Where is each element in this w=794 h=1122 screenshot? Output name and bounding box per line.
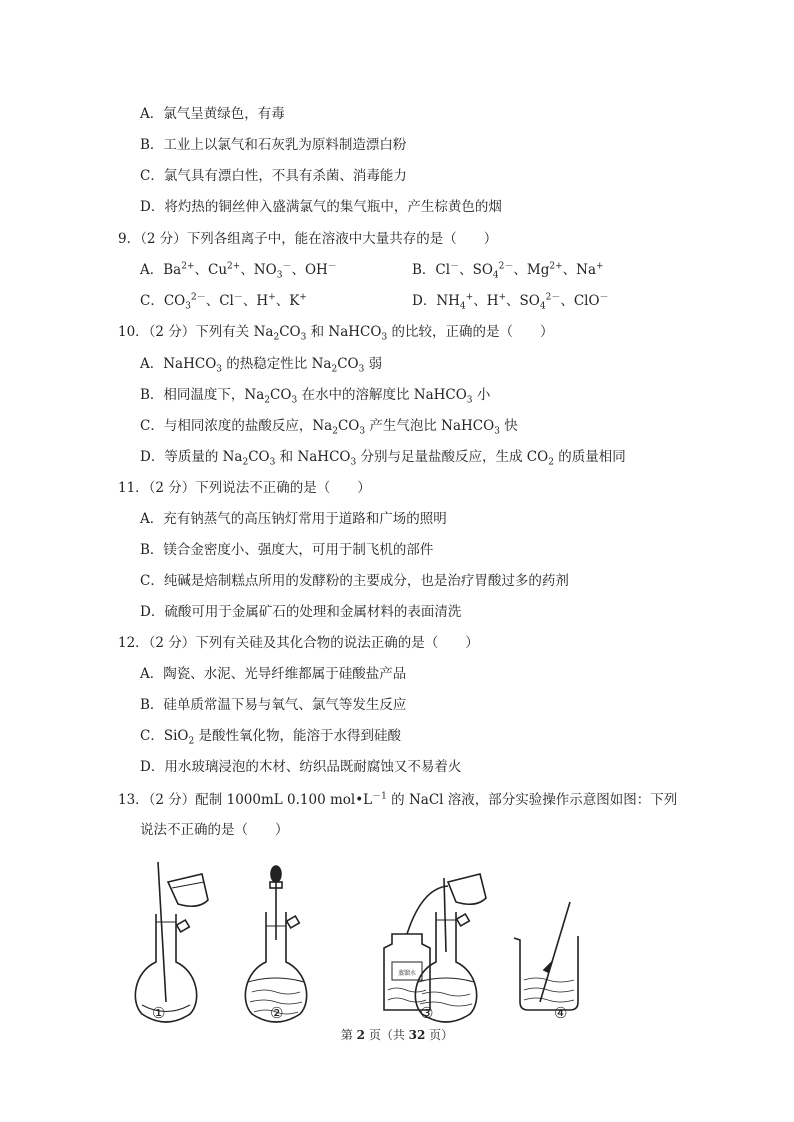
wash-bottle-label: 蒸馏水 bbox=[397, 970, 417, 977]
q9-option-a: A．$Ba^{2+}$、$Cu^{2+}$、$NO_3^-$、OH－ bbox=[140, 261, 337, 281]
q10-option-d: D．等质量的 $Na_2CO_3$ 和 NaHCO$_3$ 分别与足量盐酸反应，生成 $CO_2$ 的质量相同 bbox=[140, 449, 626, 468]
q13-stem: 13．（2 分）配制 1000mL 0.100 $mol•L^{-1}$ 的 NaCl 溶液，部分实验操作示意图如图：下列 bbox=[118, 791, 678, 808]
q13-lab-figure bbox=[130, 852, 600, 1032]
q11-option-d: D．硫酸可用于金属矿石的处理和金属材料的表面清洗 bbox=[140, 604, 462, 620]
q13-stem-line2: 说法不正确的是（ ） bbox=[140, 822, 289, 838]
q9-option-b: B．Cl－、$SO_4^{2-}$、$Mg^{2+}$、Na+ bbox=[412, 261, 604, 281]
q8-option-a: A．氯气呈黄绿色，有毒 bbox=[140, 106, 285, 122]
q10-option-b: B．相同温度下，$Na_2CO_3$ 在水中的溶解度比 NaHCO$_3$ 小 bbox=[140, 387, 491, 406]
q11-option-b: B．镁合金密度小、强度大，可用于制飞机的部件 bbox=[140, 542, 434, 558]
q11-option-c: C．纯碱是焙制糕点所用的发酵粉的主要成分，也是治疗胃酸过多的药剂 bbox=[140, 573, 569, 589]
q9-option-d: D．$NH_4^+$、H+、$SO_4^{2-}$、ClO－ bbox=[412, 292, 609, 312]
q10-option-c: C．与相同浓度的盐酸反应，$Na_2CO_3$ 产生气泡比 NaHCO$_3$ 快 bbox=[140, 418, 518, 437]
q12-stem: 12．（2 分）下列有关硅及其化合物的说法正确的是（ ） bbox=[118, 635, 479, 651]
figure-4-beaker-stirring bbox=[514, 902, 578, 1010]
figure-label-3: ③ bbox=[420, 1004, 434, 1022]
q11-option-a: A．充有钠蒸气的高压钠灯常用于道路和广场的照明 bbox=[140, 511, 447, 527]
q12-option-b: B．硅单质常温下易与氧气、氯气等发生反应 bbox=[140, 697, 407, 713]
q11-stem: 11．（2 分）下列说法不正确的是（ ） bbox=[118, 480, 371, 496]
figure-label-1: ① bbox=[152, 1004, 166, 1022]
figure-label-2: ② bbox=[270, 1004, 284, 1022]
q9-option-c: C．$CO_3^{2-}$、Cl－、H+、K+ bbox=[140, 292, 307, 312]
figure-2-flask-dropper bbox=[245, 866, 306, 1022]
q8-option-c: C．氯气具有漂白性，不具有杀菌、消毒能力 bbox=[140, 168, 407, 184]
page-footer: 第 2 页（共 32 页） bbox=[340, 1028, 454, 1042]
q8-option-d: D．将灼热的铜丝伸入盛满氯气的集气瓶中，产生棕黄色的烟 bbox=[140, 199, 502, 215]
q9-stem: 9．（2 分）下列各组离子中，能在溶液中大量共存的是（ ） bbox=[118, 231, 498, 247]
page-total: 32 bbox=[408, 1028, 426, 1042]
q12-option-c: C．SiO$_2$ 是酸性氧化物，能溶于水得到硅酸 bbox=[140, 728, 401, 747]
q8-option-b: B．工业上以氯气和石灰乳为原料制造漂白粉 bbox=[140, 137, 407, 153]
figure-1-flask-pouring bbox=[135, 862, 208, 1022]
figure-label-4: ④ bbox=[554, 1004, 568, 1022]
page-number: 2 bbox=[356, 1028, 365, 1042]
q12-option-d: D．用水玻璃浸泡的木材、纺织品既耐腐蚀又不易着火 bbox=[140, 759, 462, 775]
figure-3-wash-bottle-and-flask bbox=[384, 874, 486, 1022]
q10-option-a: A．NaHCO$_3$ 的热稳定性比 $Na_2CO_3$ 弱 bbox=[140, 356, 383, 375]
q10-stem: 10．（2 分）下列有关 $Na_2CO_3$ 和 NaHCO$_3$ 的比较，正确的是（ ） bbox=[118, 324, 554, 343]
q12-option-a: A．陶瓷、水泥、光导纤维都属于硅酸盐产品 bbox=[140, 666, 407, 682]
